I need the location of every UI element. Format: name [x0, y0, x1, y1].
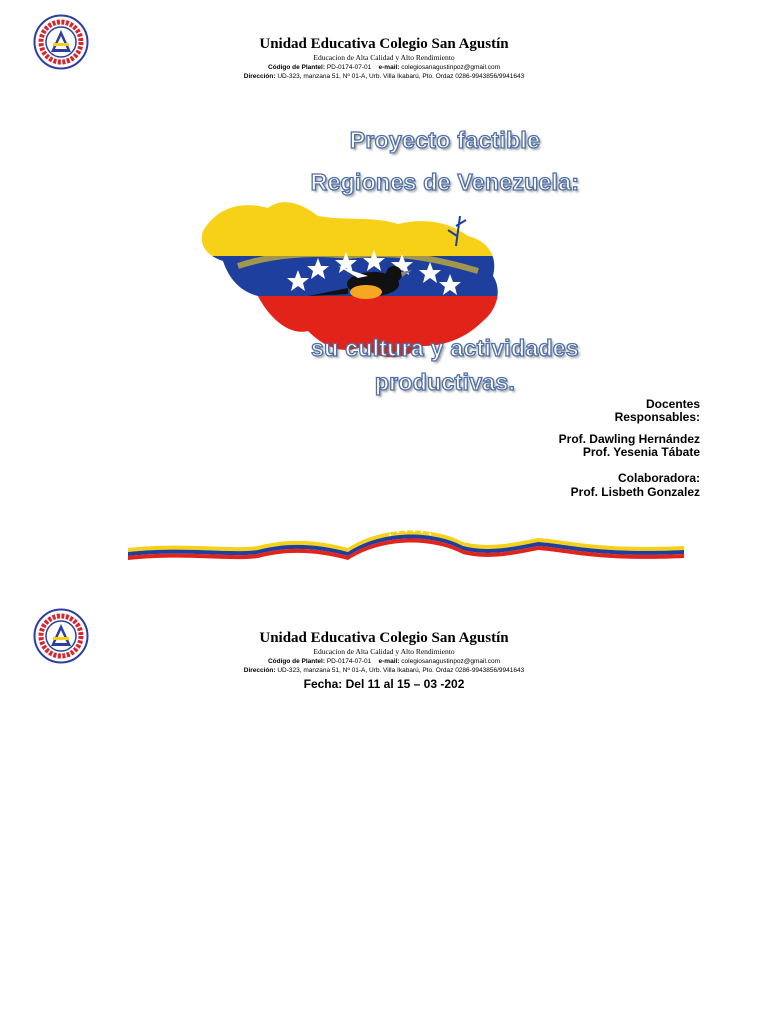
- school-logo-2: [33, 608, 89, 664]
- docentes-label: Docentes: [645, 397, 700, 411]
- colaboradora-label: Colaboradora:: [617, 471, 700, 485]
- school-address-line-2: [160, 666, 608, 675]
- teacher-2: Prof. Yesenia Tábate: [582, 445, 700, 459]
- project-title-line-3: su cultura y actividades: [311, 335, 579, 361]
- address-value-2: UD-323, manzana 51, Nº 01-A, Urb. Villa Ikabarú, Pto. Ordaz 0286-9943856/9941643: [277, 667, 525, 674]
- code-value-2: PD-0174-07-01: [326, 658, 372, 665]
- teacher-1: Prof. Dawling Hernández: [558, 432, 700, 446]
- code-label-2: Código de Plantel:: [267, 658, 326, 665]
- email-label: e-mail:: [378, 64, 400, 71]
- address-value: UD-323, manzana 51, Nº 01-A, Urb. Villa Ikabarú, Pto. Ordaz 0286-9943856/9941643: [277, 73, 525, 80]
- email-value-2: colegiosanagustinpoz@gmail.com: [401, 658, 501, 665]
- project-title-line-4: productivas.: [374, 369, 516, 395]
- venezuela-map-illustration: [198, 196, 510, 396]
- school-code-line-2: [160, 657, 608, 666]
- code-value: PD-0174-07-01: [326, 64, 372, 71]
- project-title-line-1: Proyecto factible: [349, 127, 541, 153]
- school-motto: Educacion de Alta Calidad y Alto Rendimiento: [313, 53, 455, 62]
- responsables-label: Responsables:: [614, 410, 700, 424]
- school-motto-2: Educacion de Alta Calidad y Alto Rendimiento: [313, 647, 455, 656]
- code-label: Código de Plantel:: [267, 64, 326, 71]
- email-label-2: e-mail:: [378, 658, 400, 665]
- school-logo: [33, 14, 89, 70]
- email-value: colegiosanagustinpoz@gmail.com: [401, 64, 501, 71]
- address-label-2: Dirección:: [243, 667, 276, 674]
- school-code-line: [160, 63, 608, 72]
- school-name: Unidad Educativa Colegio San Agustín: [259, 36, 509, 52]
- flag-ribbon: [128, 518, 684, 568]
- project-title-line-2: Regiones de Venezuela:: [310, 169, 580, 195]
- school-header: [160, 35, 608, 81]
- school-header-2: [160, 629, 608, 675]
- school-address-line: [160, 72, 608, 81]
- date-range: Fecha: Del 11 al 15 – 03 -202: [303, 677, 465, 691]
- address-label: Dirección:: [243, 73, 276, 80]
- school-name-2: Unidad Educativa Colegio San Agustín: [259, 630, 509, 646]
- colaboradora-name: Prof. Lisbeth Gonzalez: [570, 485, 700, 499]
